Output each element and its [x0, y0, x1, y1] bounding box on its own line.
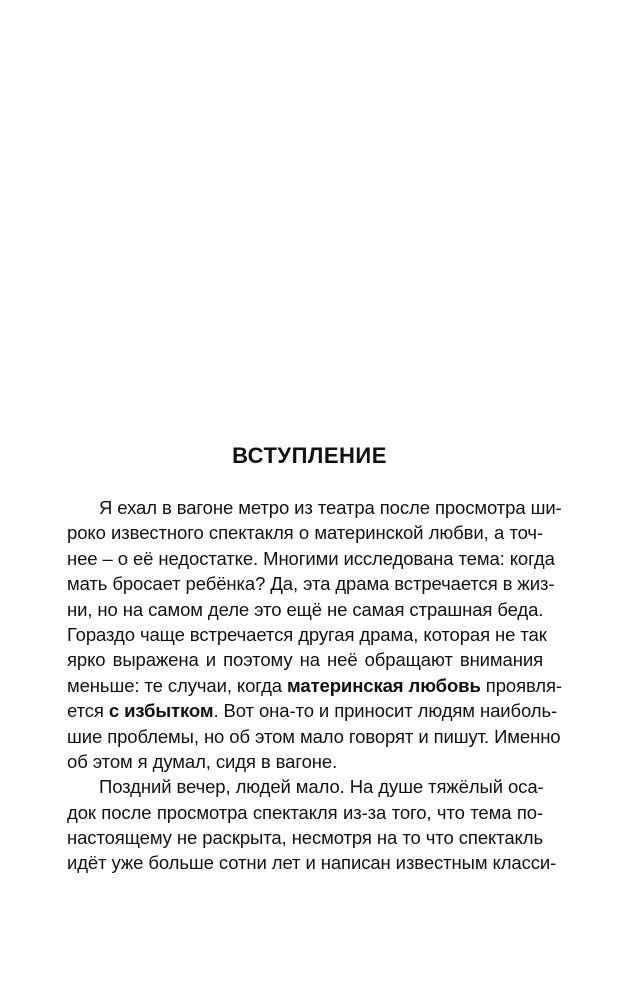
text-line: Я ехал в вагоне метро из театра после просмотра ши-: [99, 497, 562, 518]
text-line: шие проблемы, но об этом мало говорят и пишут. Именно: [67, 725, 561, 747]
text-line: Гораздо чаще встречается другая драма, которая не так: [67, 623, 547, 645]
chapter-heading: ВСТУПЛЕНИЕ: [232, 443, 387, 468]
text-line: нее – о её недостатке. Многими исследована тема: когда: [67, 547, 555, 569]
paragraph-1: [67, 495, 562, 774]
text-segment: меньше: те случаи, когда: [67, 674, 288, 696]
text-line: [67, 673, 562, 698]
text-line: [67, 698, 558, 723]
emphasis-text: материнская любовь: [287, 674, 481, 696]
text-segment: . Вот она-то и приносит людям наиболь-: [213, 700, 558, 722]
paragraph-2: [67, 774, 557, 876]
text-line: док после просмотра спектакля из-за того, что тема по-: [67, 801, 543, 823]
text-line: об этом я думал, сидя в вагоне.: [67, 750, 338, 772]
text-line: ярко выражена и поэтому на неё обращают внимания: [67, 649, 543, 671]
text-line: идёт уже больше сотни лет и написан известным класси-: [67, 852, 557, 874]
text-segment: проявля-: [480, 674, 562, 696]
emphasis-text: с избытком: [108, 700, 214, 722]
text-line: роко известного спектакля о материнской любви, а точ-: [67, 522, 543, 544]
text-line: ни, но на самом деле это ещё не самая страшная беда.: [67, 598, 544, 620]
text-segment: ется: [67, 700, 109, 722]
text-line: мать бросает ребёнка? Да, эта драма встречается в жиз-: [67, 573, 555, 595]
body-text: [67, 495, 562, 876]
text-line: настоящему не раскрыта, несмотря на то что спектакль: [67, 827, 543, 849]
text-line: Поздний вечер, людей мало. На душе тяжёлый оса-: [99, 776, 544, 798]
